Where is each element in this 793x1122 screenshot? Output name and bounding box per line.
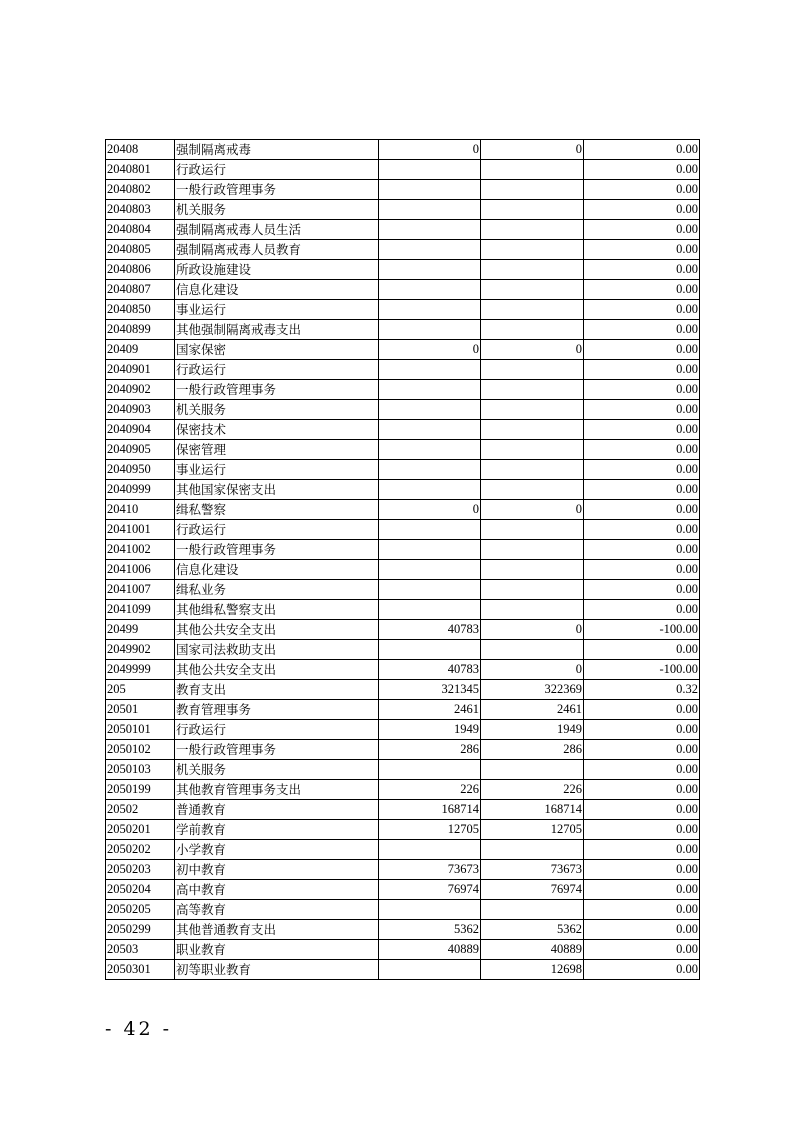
row-name-cell: 高中教育 [175, 880, 379, 900]
row-name-cell: 初等职业教育 [175, 960, 379, 980]
row-value1-cell [379, 440, 481, 460]
row-name-cell: 强制隔离戒毒人员教育 [175, 240, 379, 260]
row-change-cell: 0.00 [584, 420, 700, 440]
table-row [106, 760, 700, 780]
row-code-cell: 2050101 [106, 720, 175, 740]
row-value2-cell [481, 160, 584, 180]
row-value1-cell: 76974 [379, 880, 481, 900]
row-code-cell: 205 [106, 680, 175, 700]
row-value1-cell [379, 280, 481, 300]
row-value1-cell [379, 200, 481, 220]
table-row [106, 200, 700, 220]
row-value1-cell [379, 380, 481, 400]
row-change-cell: 0.00 [584, 440, 700, 460]
row-code-cell: 2040801 [106, 160, 175, 180]
row-code-cell: 2040807 [106, 280, 175, 300]
row-value1-cell [379, 580, 481, 600]
row-name-cell: 缉私警察 [175, 500, 379, 520]
row-name-cell: 小学教育 [175, 840, 379, 860]
row-value2-cell [481, 400, 584, 420]
table-row [106, 240, 700, 260]
row-change-cell: 0.00 [584, 940, 700, 960]
row-code-cell: 2041006 [106, 560, 175, 580]
row-value1-cell: 321345 [379, 680, 481, 700]
row-value2-cell [481, 280, 584, 300]
row-value1-cell [379, 520, 481, 540]
row-name-cell: 机关服务 [175, 760, 379, 780]
row-code-cell: 2040804 [106, 220, 175, 240]
table-row [106, 340, 700, 360]
table-row [106, 480, 700, 500]
row-code-cell: 2040903 [106, 400, 175, 420]
row-value1-cell: 40783 [379, 660, 481, 680]
row-name-cell: 一般行政管理事务 [175, 540, 379, 560]
row-value1-cell [379, 560, 481, 580]
row-name-cell: 机关服务 [175, 400, 379, 420]
row-value2-cell: 1949 [481, 720, 584, 740]
row-name-cell: 其他公共安全支出 [175, 620, 379, 640]
table-row [106, 140, 700, 160]
row-value2-cell: 73673 [481, 860, 584, 880]
row-name-cell: 事业运行 [175, 460, 379, 480]
table-row [106, 740, 700, 760]
row-name-cell: 保密技术 [175, 420, 379, 440]
row-value2-cell: 0 [481, 620, 584, 640]
table-row [106, 460, 700, 480]
row-value1-cell [379, 320, 481, 340]
row-value2-cell: 168714 [481, 800, 584, 820]
table-row [106, 920, 700, 940]
row-value2-cell [481, 220, 584, 240]
budget-table [105, 139, 700, 980]
row-value1-cell: 73673 [379, 860, 481, 880]
row-code-cell: 20503 [106, 940, 175, 960]
row-code-cell: 2050199 [106, 780, 175, 800]
row-name-cell: 缉私业务 [175, 580, 379, 600]
row-value2-cell [481, 600, 584, 620]
row-value2-cell [481, 760, 584, 780]
row-code-cell: 2041002 [106, 540, 175, 560]
row-value2-cell: 226 [481, 780, 584, 800]
row-change-cell: 0.00 [584, 180, 700, 200]
row-value1-cell [379, 480, 481, 500]
row-value1-cell: 40889 [379, 940, 481, 960]
row-change-cell: 0.00 [584, 200, 700, 220]
row-name-cell: 高等教育 [175, 900, 379, 920]
row-name-cell: 其他公共安全支出 [175, 660, 379, 680]
row-name-cell: 职业教育 [175, 940, 379, 960]
row-change-cell: -100.00 [584, 660, 700, 680]
row-value1-cell [379, 360, 481, 380]
row-value2-cell [481, 420, 584, 440]
row-value1-cell: 40783 [379, 620, 481, 640]
row-change-cell: 0.00 [584, 640, 700, 660]
row-change-cell: 0.00 [584, 520, 700, 540]
row-change-cell: 0.00 [584, 460, 700, 480]
row-value1-cell [379, 420, 481, 440]
table-row [106, 580, 700, 600]
row-code-cell: 2040950 [106, 460, 175, 480]
row-code-cell: 2041099 [106, 600, 175, 620]
row-value1-cell [379, 760, 481, 780]
row-name-cell: 事业运行 [175, 300, 379, 320]
row-change-cell: 0.00 [584, 700, 700, 720]
row-value1-cell [379, 260, 481, 280]
row-change-cell: 0.00 [584, 880, 700, 900]
row-name-cell: 学前教育 [175, 820, 379, 840]
row-code-cell: 2050299 [106, 920, 175, 940]
table-row [106, 260, 700, 280]
table-row [106, 520, 700, 540]
table-row [106, 320, 700, 340]
row-name-cell: 保密管理 [175, 440, 379, 460]
row-value2-cell [481, 540, 584, 560]
row-change-cell: -100.00 [584, 620, 700, 640]
row-value1-cell: 0 [379, 140, 481, 160]
table-row [106, 860, 700, 880]
row-value1-cell: 1949 [379, 720, 481, 740]
row-name-cell: 一般行政管理事务 [175, 740, 379, 760]
row-value2-cell [481, 440, 584, 460]
row-code-cell: 2040905 [106, 440, 175, 460]
row-value2-cell: 76974 [481, 880, 584, 900]
row-change-cell: 0.00 [584, 260, 700, 280]
row-name-cell: 强制隔离戒毒 [175, 140, 379, 160]
table-row [106, 300, 700, 320]
row-change-cell: 0.00 [584, 320, 700, 340]
row-change-cell: 0.00 [584, 480, 700, 500]
row-name-cell: 行政运行 [175, 360, 379, 380]
row-value2-cell: 286 [481, 740, 584, 760]
table-row [106, 900, 700, 920]
row-code-cell: 2040802 [106, 180, 175, 200]
table-row [106, 840, 700, 860]
row-value2-cell: 0 [481, 140, 584, 160]
row-name-cell: 教育管理事务 [175, 700, 379, 720]
row-name-cell: 一般行政管理事务 [175, 180, 379, 200]
row-code-cell: 2040899 [106, 320, 175, 340]
row-name-cell: 行政运行 [175, 520, 379, 540]
row-name-cell: 初中教育 [175, 860, 379, 880]
row-value2-cell [481, 180, 584, 200]
row-change-cell: 0.00 [584, 960, 700, 980]
table-row [106, 660, 700, 680]
row-code-cell: 2049999 [106, 660, 175, 680]
row-name-cell: 教育支出 [175, 680, 379, 700]
row-code-cell: 2050102 [106, 740, 175, 760]
table-row [106, 500, 700, 520]
table-row [106, 360, 700, 380]
row-code-cell: 2041007 [106, 580, 175, 600]
row-name-cell: 一般行政管理事务 [175, 380, 379, 400]
row-value2-cell [481, 360, 584, 380]
row-value2-cell [481, 840, 584, 860]
row-change-cell: 0.00 [584, 900, 700, 920]
table-row [106, 640, 700, 660]
row-code-cell: 2050103 [106, 760, 175, 780]
row-value1-cell [379, 240, 481, 260]
row-value1-cell [379, 540, 481, 560]
row-name-cell: 行政运行 [175, 720, 379, 740]
row-value1-cell [379, 840, 481, 860]
row-value1-cell [379, 600, 481, 620]
table-row [106, 600, 700, 620]
row-code-cell: 20499 [106, 620, 175, 640]
row-code-cell: 20410 [106, 500, 175, 520]
row-name-cell: 其他国家保密支出 [175, 480, 379, 500]
row-name-cell: 其他教育管理事务支出 [175, 780, 379, 800]
table-row [106, 420, 700, 440]
table-row [106, 220, 700, 240]
row-change-cell: 0.00 [584, 760, 700, 780]
row-value1-cell [379, 640, 481, 660]
row-change-cell: 0.00 [584, 740, 700, 760]
row-value2-cell [481, 480, 584, 500]
table-row [106, 440, 700, 460]
row-code-cell: 2050201 [106, 820, 175, 840]
row-value1-cell [379, 400, 481, 420]
row-change-cell: 0.00 [584, 500, 700, 520]
row-code-cell: 2040850 [106, 300, 175, 320]
row-value2-cell: 5362 [481, 920, 584, 940]
row-code-cell: 2040805 [106, 240, 175, 260]
table-row [106, 540, 700, 560]
row-code-cell: 2040902 [106, 380, 175, 400]
row-code-cell: 2050301 [106, 960, 175, 980]
row-name-cell: 行政运行 [175, 160, 379, 180]
row-name-cell: 其他缉私警察支出 [175, 600, 379, 620]
row-change-cell: 0.00 [584, 380, 700, 400]
row-code-cell: 20501 [106, 700, 175, 720]
row-code-cell: 2050202 [106, 840, 175, 860]
row-change-cell: 0.00 [584, 840, 700, 860]
table-row [106, 960, 700, 980]
row-name-cell: 国家司法救助支出 [175, 640, 379, 660]
row-change-cell: 0.00 [584, 280, 700, 300]
row-code-cell: 2049902 [106, 640, 175, 660]
row-value1-cell [379, 180, 481, 200]
row-change-cell: 0.00 [584, 240, 700, 260]
row-value2-cell [481, 240, 584, 260]
row-value1-cell: 168714 [379, 800, 481, 820]
row-value2-cell: 12698 [481, 960, 584, 980]
row-change-cell: 0.00 [584, 600, 700, 620]
row-code-cell: 20408 [106, 140, 175, 160]
row-change-cell: 0.00 [584, 920, 700, 940]
row-change-cell: 0.00 [584, 560, 700, 580]
row-value2-cell [481, 320, 584, 340]
row-value1-cell [379, 300, 481, 320]
row-code-cell: 20502 [106, 800, 175, 820]
row-value2-cell [481, 900, 584, 920]
row-value2-cell [481, 580, 584, 600]
table-row [106, 700, 700, 720]
table-row [106, 160, 700, 180]
row-value2-cell [481, 460, 584, 480]
row-value2-cell [481, 300, 584, 320]
row-value1-cell: 5362 [379, 920, 481, 940]
table-row [106, 620, 700, 640]
table-row [106, 800, 700, 820]
table-row [106, 720, 700, 740]
row-code-cell: 2040806 [106, 260, 175, 280]
row-value2-cell [481, 640, 584, 660]
row-change-cell: 0.00 [584, 300, 700, 320]
row-value2-cell [481, 560, 584, 580]
row-change-cell: 0.00 [584, 580, 700, 600]
row-change-cell: 0.00 [584, 860, 700, 880]
row-code-cell: 2040901 [106, 360, 175, 380]
row-value1-cell: 226 [379, 780, 481, 800]
row-value1-cell [379, 460, 481, 480]
row-value1-cell [379, 220, 481, 240]
table-row [106, 280, 700, 300]
row-value1-cell: 0 [379, 500, 481, 520]
row-code-cell: 20409 [106, 340, 175, 360]
table-row [106, 680, 700, 700]
row-change-cell: 0.00 [584, 800, 700, 820]
table-row [106, 820, 700, 840]
table-row [106, 560, 700, 580]
table-row [106, 380, 700, 400]
row-value2-cell: 40889 [481, 940, 584, 960]
row-change-cell: 0.00 [584, 220, 700, 240]
row-name-cell: 强制隔离戒毒人员生活 [175, 220, 379, 240]
row-code-cell: 2040999 [106, 480, 175, 500]
table-row [106, 400, 700, 420]
row-name-cell: 其他普通教育支出 [175, 920, 379, 940]
row-change-cell: 0.00 [584, 720, 700, 740]
row-change-cell: 0.00 [584, 160, 700, 180]
row-value1-cell: 12705 [379, 820, 481, 840]
row-name-cell: 其他强制隔离戒毒支出 [175, 320, 379, 340]
row-code-cell: 2050205 [106, 900, 175, 920]
row-value2-cell: 12705 [481, 820, 584, 840]
budget-table-body [106, 140, 700, 980]
row-value2-cell [481, 520, 584, 540]
row-value2-cell: 0 [481, 500, 584, 520]
row-code-cell: 2040904 [106, 420, 175, 440]
row-value2-cell: 322369 [481, 680, 584, 700]
row-name-cell: 普通教育 [175, 800, 379, 820]
row-value2-cell: 0 [481, 660, 584, 680]
row-name-cell: 机关服务 [175, 200, 379, 220]
row-name-cell: 国家保密 [175, 340, 379, 360]
row-value2-cell: 2461 [481, 700, 584, 720]
row-value2-cell [481, 260, 584, 280]
table-row [106, 780, 700, 800]
table-row [106, 880, 700, 900]
page-number: - 42 - [105, 1018, 173, 1040]
row-code-cell: 2041001 [106, 520, 175, 540]
table-row [106, 180, 700, 200]
row-value2-cell [481, 200, 584, 220]
row-value1-cell: 0 [379, 340, 481, 360]
row-code-cell: 2050203 [106, 860, 175, 880]
row-change-cell: 0.00 [584, 140, 700, 160]
row-change-cell: 0.32 [584, 680, 700, 700]
row-value1-cell [379, 960, 481, 980]
row-value1-cell [379, 900, 481, 920]
row-value2-cell: 0 [481, 340, 584, 360]
row-change-cell: 0.00 [584, 540, 700, 560]
row-change-cell: 0.00 [584, 400, 700, 420]
row-name-cell: 信息化建设 [175, 280, 379, 300]
table-row [106, 940, 700, 960]
row-change-cell: 0.00 [584, 820, 700, 840]
row-value1-cell: 2461 [379, 700, 481, 720]
row-value2-cell [481, 380, 584, 400]
row-name-cell: 信息化建设 [175, 560, 379, 580]
row-value1-cell: 286 [379, 740, 481, 760]
row-code-cell: 2040803 [106, 200, 175, 220]
row-code-cell: 2050204 [106, 880, 175, 900]
row-name-cell: 所政设施建设 [175, 260, 379, 280]
row-value1-cell [379, 160, 481, 180]
row-change-cell: 0.00 [584, 780, 700, 800]
row-change-cell: 0.00 [584, 340, 700, 360]
row-change-cell: 0.00 [584, 360, 700, 380]
